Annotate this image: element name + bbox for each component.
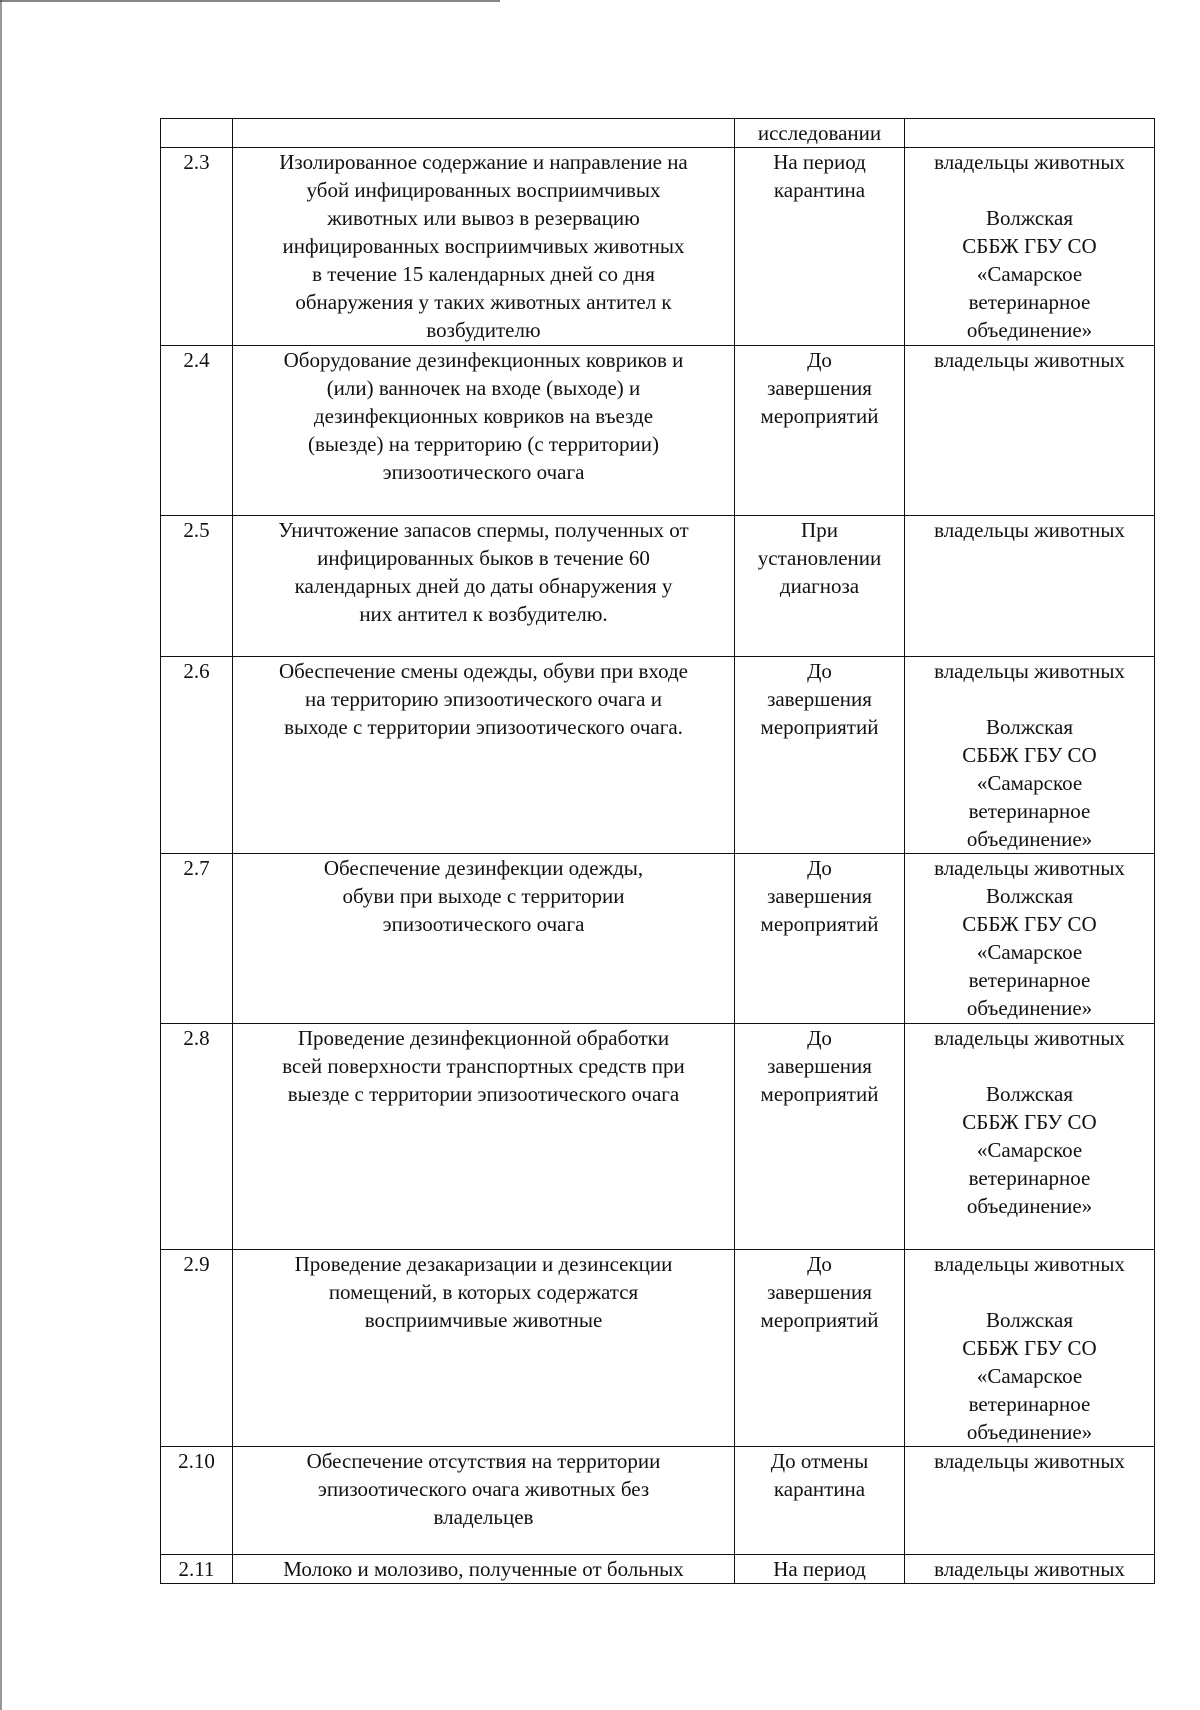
table-row — [161, 1447, 1155, 1555]
responsible-cell — [905, 1447, 1155, 1555]
action-line: владельцев — [433, 1505, 534, 1529]
action-line: эпизоотического очага — [382, 912, 585, 936]
deadline-line: До отмены — [770, 1449, 869, 1473]
action-line: эпизоотического очага — [382, 460, 585, 484]
responsible-line: владельцы животных — [934, 659, 1125, 683]
blank-line — [909, 685, 1150, 713]
action-line: Обеспечение отсутствия на территории — [306, 1449, 661, 1473]
action-line: восприимчивые животные — [364, 1308, 603, 1332]
table-row — [161, 119, 1155, 148]
deadline-line: До — [807, 856, 832, 880]
row-number: 2.10 — [178, 1449, 215, 1473]
responsible-line: ветеринарное — [968, 290, 1091, 314]
action-line: них антител к возбудителю. — [359, 602, 608, 626]
deadline-cell — [735, 148, 905, 346]
responsible-line: владельцы животных — [934, 150, 1125, 174]
table-row — [161, 346, 1155, 516]
action-cell — [233, 657, 735, 854]
table-row — [161, 1024, 1155, 1250]
deadline-line: завершения — [767, 1280, 872, 1304]
row-number: 2.5 — [183, 518, 210, 542]
responsible-line: владельцы животных — [934, 1557, 1125, 1581]
deadline-line: На период — [773, 150, 866, 174]
responsible-line: Волжская — [985, 884, 1074, 908]
responsible-line: объединение» — [966, 827, 1093, 851]
action-line: Обеспечение дезинфекции одежды, — [323, 856, 644, 880]
action-cell — [233, 148, 735, 346]
deadline-line: завершения — [767, 1054, 872, 1078]
deadline-line: мероприятий — [760, 1082, 879, 1106]
table-row — [161, 1555, 1155, 1584]
row-number: 2.4 — [183, 348, 210, 372]
deadline-line: мероприятий — [760, 715, 879, 739]
responsible-cell — [905, 1250, 1155, 1447]
action-line: выезде с территории эпизоотического очага — [287, 1082, 680, 1106]
responsible-cell — [905, 657, 1155, 854]
table-row — [161, 657, 1155, 854]
responsible-line: ветеринарное — [968, 1392, 1091, 1416]
responsible-line: СББЖ ГБУ СО — [962, 1336, 1097, 1360]
responsible-line: СББЖ ГБУ СО — [962, 743, 1097, 767]
action-line: (выезде) на территорию (с территории) — [307, 432, 660, 456]
deadline-line: мероприятий — [760, 404, 879, 428]
responsible-line: Волжская — [985, 1082, 1074, 1106]
action-cell — [233, 1447, 735, 1555]
action-line: всей поверхности транспортных средств при — [282, 1054, 685, 1078]
row-number: 2.11 — [178, 1557, 215, 1581]
action-cell — [233, 346, 735, 516]
deadline-line: До — [807, 348, 832, 372]
action-line: обуви при выходе с территории — [342, 884, 625, 908]
responsible-line: владельцы животных — [934, 1252, 1125, 1276]
row-number-cell — [161, 1024, 233, 1250]
action-line: инфицированных быков в течение 60 — [317, 546, 650, 570]
responsible-line: владельцы животных — [934, 1449, 1125, 1473]
scan-edge-top — [0, 0, 500, 2]
table-row — [161, 854, 1155, 1024]
responsible-cell — [905, 148, 1155, 346]
responsible-line: СББЖ ГБУ СО — [962, 912, 1097, 936]
responsible-line: СББЖ ГБУ СО — [962, 1110, 1097, 1134]
responsible-line: СББЖ ГБУ СО — [962, 234, 1097, 258]
action-cell — [233, 516, 735, 657]
deadline-line: До — [807, 1026, 832, 1050]
action-line: на территорию эпизоотического очага и — [305, 687, 662, 711]
row-number: 2.3 — [183, 150, 210, 174]
action-line: убой инфицированных восприимчивых — [306, 178, 661, 202]
action-line: эпизоотического очага животных без — [317, 1477, 650, 1501]
deadline-line: мероприятий — [760, 1308, 879, 1332]
responsible-line: владельцы животных — [934, 856, 1125, 880]
row-number-cell — [161, 854, 233, 1024]
row-number: 2.6 — [183, 659, 210, 683]
action-line: возбудителю — [426, 318, 541, 342]
deadline-cell — [735, 1555, 905, 1584]
row-number-cell — [161, 148, 233, 346]
action-cell — [233, 1555, 735, 1584]
table-row — [161, 148, 1155, 346]
action-line: Проведение дезакаризации и дезинсекции — [294, 1252, 673, 1276]
deadline-line: карантина — [773, 178, 866, 202]
deadline-line: мероприятий — [760, 912, 879, 936]
row-number-cell — [161, 1555, 233, 1584]
deadline-cell — [735, 657, 905, 854]
responsible-line: Волжская — [985, 715, 1074, 739]
action-line: в течение 15 календарных дней со дня — [312, 262, 655, 286]
responsible-cell — [905, 1024, 1155, 1250]
action-line: Уничтожение запасов спермы, полученных от — [278, 518, 689, 542]
responsible-line: объединение» — [966, 1420, 1093, 1444]
action-cell — [233, 854, 735, 1024]
measures-table — [160, 118, 1155, 1584]
responsible-line: владельцы животных — [934, 518, 1125, 542]
responsible-cell — [905, 346, 1155, 516]
deadline-cell — [735, 1250, 905, 1447]
blank-line — [909, 176, 1150, 204]
action-cell — [233, 1024, 735, 1250]
action-line: Молоко и молозиво, полученные от больных — [283, 1557, 684, 1581]
deadline-line: карантина — [773, 1477, 866, 1501]
action-line: инфицированных восприимчивых животных — [282, 234, 685, 258]
responsible-cell — [905, 854, 1155, 1024]
action-line: обнаружения у таких животных антител к — [295, 290, 672, 314]
action-line: Оборудование дезинфекционных ковриков и — [283, 348, 684, 372]
deadline-line: диагноза — [779, 574, 860, 598]
blank-line — [909, 1052, 1150, 1080]
row-number: 2.8 — [183, 1026, 210, 1050]
row-number-cell — [161, 346, 233, 516]
row-number: 2.9 — [183, 1252, 210, 1276]
deadline-line: До — [807, 1252, 832, 1276]
row-number-cell — [161, 1447, 233, 1555]
deadline-line: завершения — [767, 884, 872, 908]
responsible-line: «Самарское — [976, 262, 1083, 286]
deadline-cell — [735, 854, 905, 1024]
row-number-cell — [161, 1250, 233, 1447]
action-line: Обеспечение смены одежды, обуви при входе — [279, 659, 688, 683]
responsible-line: владельцы животных — [934, 348, 1125, 372]
responsible-line: «Самарское — [976, 771, 1083, 795]
responsible-line: объединение» — [966, 1194, 1093, 1218]
deadline-line: завершения — [767, 687, 872, 711]
row-number-cell — [161, 119, 233, 148]
responsible-line: «Самарское — [976, 1138, 1083, 1162]
action-line: (или) ванночек на входе (выходе) и — [326, 376, 641, 400]
action-line: Изолированное содержание и направление на — [279, 150, 688, 174]
responsible-line: владельцы животных — [934, 1026, 1125, 1050]
measures-table-body — [161, 119, 1155, 1584]
scan-edge-left — [0, 0, 2, 1710]
table-row — [161, 516, 1155, 657]
deadline-line: На период — [773, 1557, 866, 1581]
row-number-cell — [161, 657, 233, 854]
action-line: дезинфекционных ковриков на въезде — [313, 404, 654, 428]
deadline-line: При — [801, 518, 838, 542]
responsible-line: объединение» — [966, 318, 1093, 342]
responsible-line: «Самарское — [976, 1364, 1083, 1388]
responsible-line: ветеринарное — [968, 968, 1091, 992]
action-line: животных или вывоз в резервацию — [327, 206, 640, 230]
table-row — [161, 1250, 1155, 1447]
responsible-line: ветеринарное — [968, 799, 1091, 823]
responsible-cell — [905, 119, 1155, 148]
responsible-cell — [905, 1555, 1155, 1584]
deadline-cell — [735, 1024, 905, 1250]
responsible-cell — [905, 516, 1155, 657]
blank-line — [909, 1278, 1150, 1306]
deadline-cell — [735, 119, 905, 148]
action-line: Проведение дезинфекционной обработки — [297, 1026, 670, 1050]
responsible-line: ветеринарное — [968, 1166, 1091, 1190]
deadline-line: исследовании — [757, 121, 882, 145]
deadline-line: установлении — [757, 546, 882, 570]
action-line: календарных дней до даты обнаружения у — [294, 574, 673, 598]
action-cell — [233, 119, 735, 148]
deadline-cell — [735, 516, 905, 657]
responsible-line: Волжская — [985, 1308, 1074, 1332]
deadline-cell — [735, 1447, 905, 1555]
responsible-line: объединение» — [966, 996, 1093, 1020]
action-line: выходе с территории эпизоотического очага. — [284, 715, 683, 739]
deadline-cell — [735, 346, 905, 516]
row-number: 2.7 — [183, 856, 210, 880]
action-line: помещений, в которых содержатся — [328, 1280, 639, 1304]
deadline-line: До — [807, 659, 832, 683]
responsible-line: Волжская — [985, 206, 1074, 230]
row-number-cell — [161, 516, 233, 657]
responsible-line: «Самарское — [976, 940, 1083, 964]
action-cell — [233, 1250, 735, 1447]
deadline-line: завершения — [767, 376, 872, 400]
